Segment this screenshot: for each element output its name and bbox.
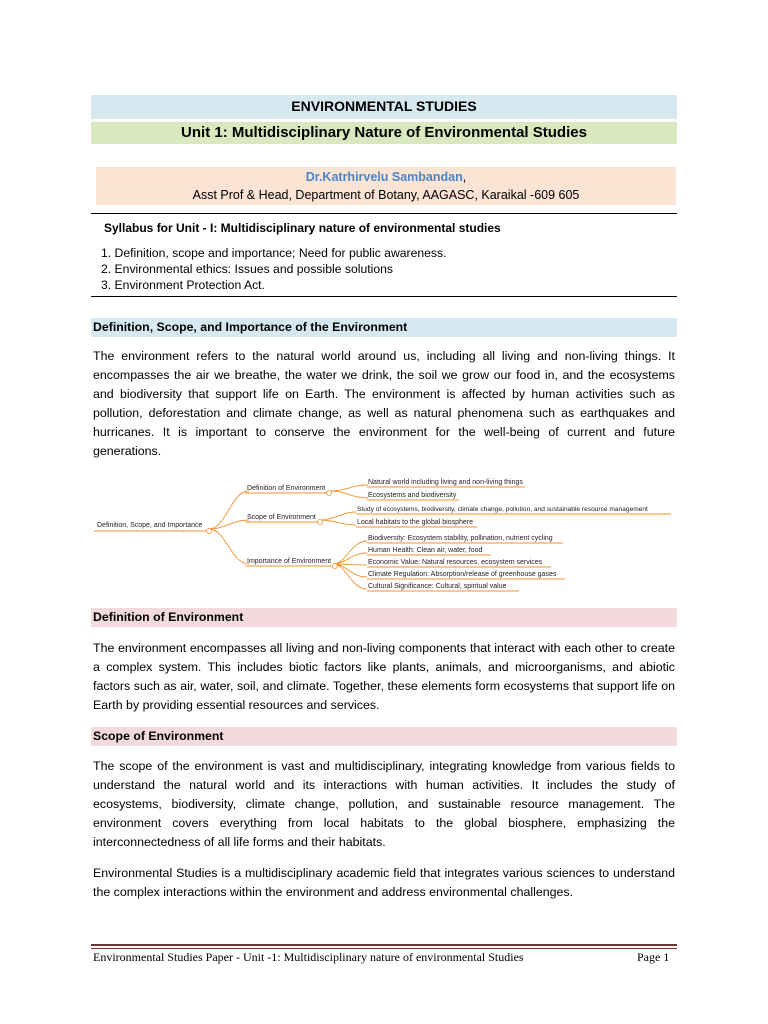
syllabus-top-rule xyxy=(91,213,677,214)
connector-b1-l2 xyxy=(331,491,368,498)
page-number: Page 1 xyxy=(637,950,670,964)
author-name: Dr.Katrhirvelu Sambandan xyxy=(305,170,463,184)
section-heading-definition-scope-importance: Definition, Scope, and Importance of the Environment xyxy=(91,318,677,337)
mindmap-b3-leaf: Human Health: Clean air, water, food xyxy=(368,547,483,554)
syllabus-item: 3. Environment Protection Act. xyxy=(101,278,265,292)
syllabus-item: 2. Environmental ethics: Issues and possible solutions xyxy=(101,262,393,276)
syllabus-list xyxy=(101,245,447,293)
mindmap-b2-label: Scope of Environment xyxy=(247,514,316,521)
section-heading-scope: Scope of Environment xyxy=(91,727,677,746)
node-b1 xyxy=(327,491,332,496)
mindmap-b3-leaf: Cultural Significance: Cultural, spiritual value xyxy=(368,583,507,590)
mindmap-root-label: Definition, Scope, and Importance xyxy=(97,522,203,529)
connector-b2-l1 xyxy=(318,512,356,520)
mindmap-b3-label: Importance of Environment xyxy=(247,558,332,565)
paragraph-definition: The environment encompasses all living and non-living components that interact with each other to create a complex system. This includes biotic factors like plants, animals, and microorganisms, and abiotic factors such as air, water, soil, and climate. Together, these elements form ecosystems that support life on Earth by providing essential resources and services. xyxy=(93,641,675,712)
mindmap-b2-leaf: Local habitats to the global biosphere xyxy=(357,519,473,526)
mindmap-b3-leaf: Economic Value: Natural resources, ecosystem services xyxy=(368,559,543,566)
section-heading-definition: Definition of Environment xyxy=(91,608,677,627)
connector-root-b1 xyxy=(209,491,249,529)
mindmap-b3-leaf: Biodiversity: Ecosystem stability, pollination, nutrient cycling xyxy=(368,535,553,542)
connector-root-b3 xyxy=(209,529,249,564)
mindmap-b1-leaf: Natural world including living and non-living things xyxy=(368,479,523,486)
paragraph-environment-intro: The environment refers to the natural world around us, including all living and non-living things. It encompasses the air we breathe, the water we drink, the soil we grow our food in, and the ecosystems and biodiversity that support life on Earth. The environment is affected by human activities such as pollution, deforestation and climate change, as well as natural phenomena such as earthquakes and hurricanes. It is important to conserve the environment for the well-being of current and future generations. xyxy=(93,349,675,458)
mindmap-b3-leaf: Climate Regulation: Absorption/release of greenhouse gases xyxy=(368,571,557,578)
connector-b2-l2 xyxy=(318,520,356,525)
node-b2 xyxy=(318,520,323,525)
paragraph-scope: The scope of the environment is vast and multidisciplinary, integrating knowledge from various fields to understand the natural world and its interactions with human activities. It includes the study of ecosystems, biodiversity, climate change, pollution, and sustainable resource management. The environment covers everything from local habitats to the global biosphere, emphasizing the interconnectedness of all life forms and their habitats. xyxy=(93,759,675,849)
node-root xyxy=(207,529,212,534)
document-title: ENVIRONMENTAL STUDIES xyxy=(91,95,677,119)
footer-rule-thin xyxy=(91,948,677,949)
mindmap-nodes xyxy=(207,491,338,569)
author-block xyxy=(96,167,676,205)
author-name-suffix: , xyxy=(462,170,467,184)
connector-b3-l1 xyxy=(333,541,367,564)
mindmap-b1-leaf: Ecosystems and biodiversity xyxy=(368,492,457,499)
author-affiliation: Asst Prof & Head, Department of Botany, AAGASC, Karaikal -609 605 xyxy=(192,188,580,202)
unit-title: Unit 1: Multidisciplinary Nature of Environmental Studies xyxy=(91,122,677,144)
paragraph-environmental-studies: Environmental Studies is a multidisciplinary academic field that integrates various sciences to understand the complex interactions within the environment and address environmental challenges. xyxy=(93,866,675,899)
syllabus-title: Syllabus for Unit - I: Multidisciplinary nature of environmental studies xyxy=(104,221,501,235)
connector-b3-l4 xyxy=(333,564,367,577)
connector-b1-l1 xyxy=(331,485,368,491)
syllabus-item: 1. Definition, scope and importance; Need for public awareness. xyxy=(101,246,447,260)
footer-rule xyxy=(91,944,677,946)
mindmap-b1-label: Definition of Environment xyxy=(247,485,326,492)
mindmap-b2-leaf: Study of ecosystems, biodiversity, climate change, pollution, and sustainable resource management xyxy=(357,506,648,513)
syllabus-bottom-rule xyxy=(91,296,677,297)
node-b3 xyxy=(333,564,338,569)
mindmap-diagram xyxy=(91,472,677,594)
footer-title: Environmental Studies Paper - Unit -1: Multidisciplinary nature of environmental Studies xyxy=(93,950,524,964)
